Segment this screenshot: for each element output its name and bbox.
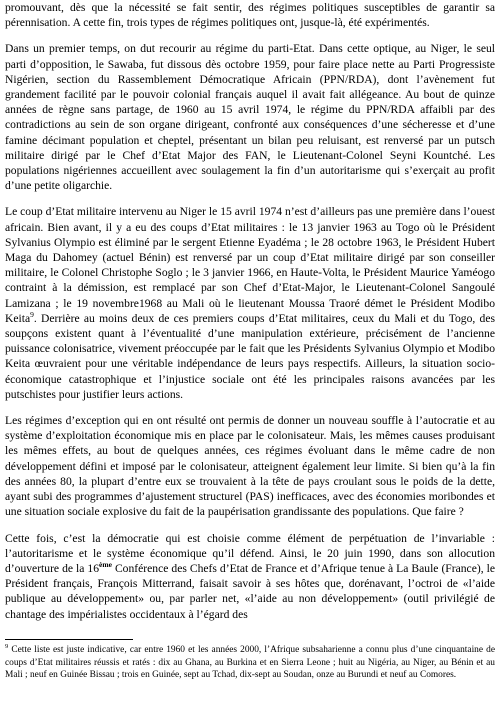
footnote [5, 644, 495, 682]
footnote-reference[interactable]: 9 [30, 310, 34, 319]
paragraph-parti-etat: Dans un premier temps, on dut recourir au régime du parti-Etat. Dans cette optique, au Niger, le seul parti d’opposition, le Sawaba, fut dissous dès octobre 1959, pour faire place nette au Parti Progressiste Nigérien, section du Rassemblement Démocratique Africain (PPN/RDA), dont l’avènement fut grandement facilité par le pouvoir colonial français auquel il avait fait allégeance. Au bout de quinze années de règne sans partage, de 1960 au 15 avril 1974, le régime du PPN/RDA affaibli par des contradictions au sein de son organe dirigeant, confronté aux conséquences d’une sécheresse et d’une famine décimant population et cheptel, présentant un bilan peu reluisant, est renversé par un putsch militaire dirigé par le Chef d’Etat Major des FAN, le Lieutenant-Colonel Seyni Kountché. Les populations nigériennes accueillent avec soulagement la fin d’un autoritarisme qui s’exerçait au profit d’une petite oligarchie. [5, 42, 495, 193]
paragraph-democratie: Cette fois, c’est la démocratie qui est choisie comme élément de perpétuation de l’invariable : l’autoritarisme et le système économique qu’il défend. Ainsi, le 20 juin 1990, dans son allocution d’ouverture de la 16ème Conférence des Chefs d’Etat de France et d’Afrique tenue à La Baule (France), le Président français, François Mitterrand, faisait savoir à ses hôtes que, dorénavant, l’octroi de «l’aide publique au développement» ou, par parler net, «l’aide au non développement» (outil privilégié de chantage des impérialistes occidentaux à l’égard des [5, 531, 495, 621]
ordinal-superscript: ème [99, 560, 112, 570]
footnote-separator [5, 639, 133, 640]
paragraph-regimes-exception: Les régimes d’exception qui en ont résulté ont permis de donner un nouveau souffle à l’autocratie et au système d’exploitation économique mis en place par le colonisateur. Mais, les mêmes causes produisant les mêmes effets, au bout de quelques années, ces régimes évoluant dans le même cadre de non développement défini et imposé par le colonisateur, atteignent également leur limite. Si bien qu’à la fin des années 80, la plupart d’entre eux se trouvaient à la tête de pays croulant sous le poids de la dette, ayant subi des programmes d’ajustement structurel (PAS) inefficaces, avec des économies moribondes et une situation sociale explosive du fait de la paupérisation grandissante des populations. Que faire ? [5, 414, 495, 519]
paragraph-intro-continuation: promouvant, dès que la nécessité se fait sentir, des régimes politiques susceptibles de garantir sa pérennisation. A cette fin, trois types de régimes politiques ont, jusque-là, été expérimentés. [5, 1, 495, 30]
paragraph-coups-etat: Le coup d’Etat militaire intervenu au Niger le 15 avril 1974 n’est d’ailleurs pas une première dans l’ouest africain. Bien avant, il y a eu des coups d’Etat militaires : le 13 janvier 1963 au Togo où le Président Sylvanius Olympio est éliminé par le sergent Etienne Eyadéma ; le 28 octobre 1963, le Président Hubert Maga du Dahomey (actuel Bénin) est renversé par un coup d’Etat militaire dirigé par son conseiller militaire, le Colonel Christophe Soglo ; le 3 janvier 1966, en Haute-Volta, le Président Maurice Yaméogo contraint à la démission, est remplacé par son Chef d’Etat-Major, le Lieutenant-Colonel Sangoulé Lamizana ; le 19 novembre1968 au Mali où le lieutenant Moussa Traoré démet le Président Modibo Keita$^9$. Derrière au moins deux de ces premiers coups d’Etat militaires, ceux du Mali et du Togo, des soupçons existent quant à l’éventualité d’une manipulation extérieure, précisément de l’ancienne puissance colonisatrice, vivement préoccupée par le fait que les Présidents Sylvanius Olympio et Modibo Keita œuvraient pour une véritable indépendance de leurs pays respectifs. Ailleurs, la situation socio-économique catastrophique et l’injustice sociale ont été les principales raisons avancées par les putschistes pour justifier leurs actions. [5, 205, 495, 401]
footnote-text: Cette liste est juste indicative, car entre 1960 et les années 2000, l’Afrique subsaharienne a connu plus d’une cinquantaine de coups d’Etat militaires réussis et ratés : dix au Ghana, au Burkina et en Sierra Leone ; huit au Nigéria, au Niger, au Bénin et au Mali ; neuf en Guinée Bissau ; trois en Guinée, sept au Tchad, dix-sept au Soudan, onze au Burundi et neuf au Comores. [5, 645, 495, 680]
footnote-number: 9 [5, 642, 9, 650]
